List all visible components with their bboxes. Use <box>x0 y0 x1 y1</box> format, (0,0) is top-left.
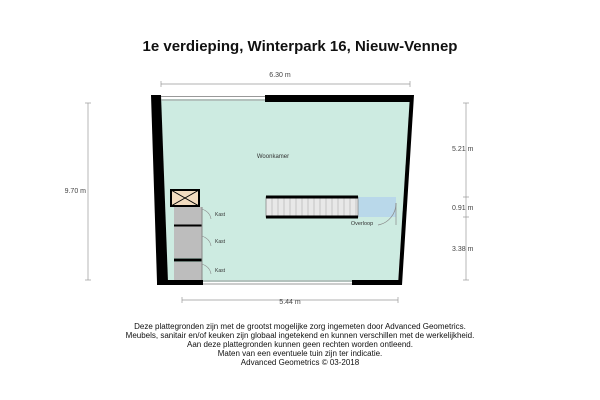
closet-3 <box>174 262 202 280</box>
disclaimer-line: Deze plattegronden zijn met de grootst mogelijke zorg ingemeten door Advanced Geometrics. <box>134 322 466 331</box>
disclaimer <box>0 322 600 367</box>
room-label-kast-2: Kast <box>215 239 226 245</box>
wall-bottom-right <box>352 280 402 285</box>
landing-overloop <box>358 197 396 217</box>
wall-top-right <box>265 95 414 102</box>
closet-2 <box>174 226 202 258</box>
room-label-kast-3: Kast <box>215 268 226 274</box>
left-height-label: 9.70 m <box>64 188 86 195</box>
room-label-overloop: Overloop <box>350 221 374 227</box>
disclaimer-line: Advanced Geometrics © 03-2018 <box>240 358 360 367</box>
disclaimer-line: Meubels, sanitair en/of keuken zijn globaal ingetekend en kunnen verschillen met de werkelijkheid. <box>125 331 475 340</box>
right-middle-label: 0.91 m <box>452 205 474 212</box>
bottom-width-label: 5.44 m <box>279 299 301 306</box>
room-label-woonkamer: Woonkamer <box>256 154 290 160</box>
room-label-kast-1: Kast <box>215 212 226 218</box>
disclaimer-line: Maten van een eventuele tuin zijn ter indicatie. <box>217 349 383 358</box>
wall-bottom-left <box>157 280 203 285</box>
right-upper-label: 5.21 m <box>452 146 474 153</box>
right-lower-label: 3.38 m <box>452 246 474 253</box>
top-width-label: 6.30 m <box>269 72 291 79</box>
page-title: 1e verdieping, Winterpark 16, Nieuw-Vennep <box>142 38 458 55</box>
disclaimer-line: Aan deze plattegronden kunnen geen rechten worden ontleend. <box>187 340 413 349</box>
closet-1 <box>174 207 202 225</box>
